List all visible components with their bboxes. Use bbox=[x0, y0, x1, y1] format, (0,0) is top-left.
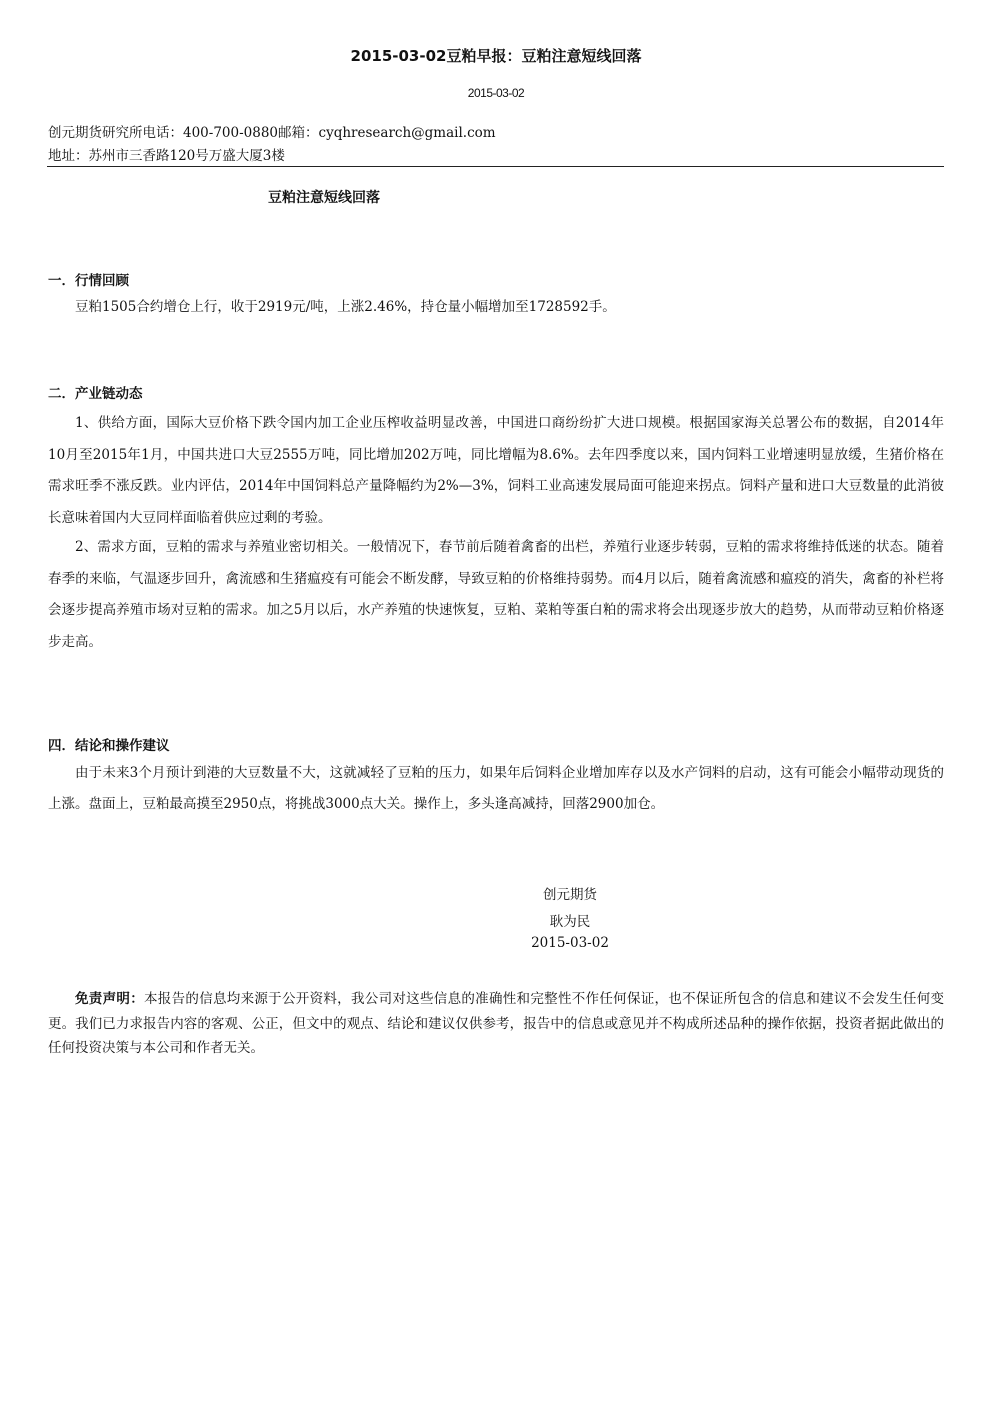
contact-phone-email: 创元期货研究所电话：400-700-0880邮箱：cyqhresearch@gmail.com bbox=[48, 125, 496, 141]
section-heading-market-review: 一．行情回顾 bbox=[48, 273, 129, 289]
report-date: 2015-03-02 bbox=[467, 86, 525, 100]
section-heading-conclusion: 四．结论和操作建议 bbox=[48, 738, 170, 754]
paragraph-supply: 1、供给方面，国际大豆价格下跌令国内加工企业压榨收益明显改善，中国进口商纷纷扩大进口规模。根据国家海关总署公布的数据，自2014年10月至2015年1月，中国共进口大豆2555万吨，同比增加202万吨，同比增幅为8.6%。去年四季度以来，国内饲料工业增速明显放缓，生猪价格在需求旺季不涨反跌。业内评估，2014年中国饲料总产量降幅约为2%—3%，饲料工业高速发展局面可能迎来拐点。饲料产量和进口大豆数量的此消彼长意味着国内大豆同样面临着供应过剩的考验。 bbox=[48, 415, 944, 526]
header-divider bbox=[47, 166, 944, 167]
signature-date: 2015-03-02 bbox=[531, 935, 609, 951]
contact-address: 地址：苏州市三香路120号万盛大厦3楼 bbox=[48, 148, 285, 164]
report-subtitle: 豆粕注意短线回落 bbox=[268, 190, 380, 206]
disclaimer bbox=[48, 987, 944, 1061]
paragraph-market-review: 豆粕1505合约增仓上行，收于2919元/吨，上涨2.46%，持仓量小幅增加至1728592手。 bbox=[75, 299, 616, 315]
signature-author: 耿为民 bbox=[549, 914, 591, 930]
paragraph-demand: 2、需求方面，豆粕的需求与养殖业密切相关。一般情况下，春节前后随着禽畜的出栏，养殖行业逐步转弱，豆粕的需求将维持低迷的状态。随着春季的来临，气温逐步回升，禽流感和生猪瘟疫有可能会不断发酵，导致豆粕的价格维持弱势。而4月以后，随着禽流感和瘟疫的消失，禽畜的补栏将会逐步提高养殖市场对豆粕的需求。加之5月以后，水产养殖的快速恢复，豆粕、菜粕等蛋白粕的需求将会出现逐步放大的趋势，从而带动豆粕价格逐步走高。 bbox=[48, 539, 944, 650]
contact-block bbox=[48, 122, 496, 168]
section-heading-industry-chain: 二．产业链动态 bbox=[48, 386, 143, 402]
report-title: 2015-03-02豆粕早报：豆粕注意短线回落 bbox=[350, 47, 642, 65]
signature-company: 创元期货 bbox=[543, 887, 597, 903]
paragraph-conclusion: 由于未来3个月预计到港的大豆数量不大，这就减轻了豆粕的压力，如果年后饲料企业增加库存以及水产饲料的启动，这有可能会小幅带动现货的上涨。盘面上，豆粕最高摸至2950点，将挑战3000点大关。操作上，多头逢高减持，回落2900加仓。 bbox=[48, 765, 944, 812]
disclaimer-text: 本报告的信息均来源于公开资料，我公司对这些信息的准确性和完整性不作任何保证，也不保证所包含的信息和建议不会发生任何变更。我们已力求报告内容的客观、公正，但文中的观点、结论和建议仅供参考，报告中的信息或意见并不构成所述品种的操作依据，投资者据此做出的任何投资决策与本公司和作者无关。 bbox=[48, 991, 945, 1056]
disclaimer-label: 免责声明： bbox=[75, 991, 144, 1007]
